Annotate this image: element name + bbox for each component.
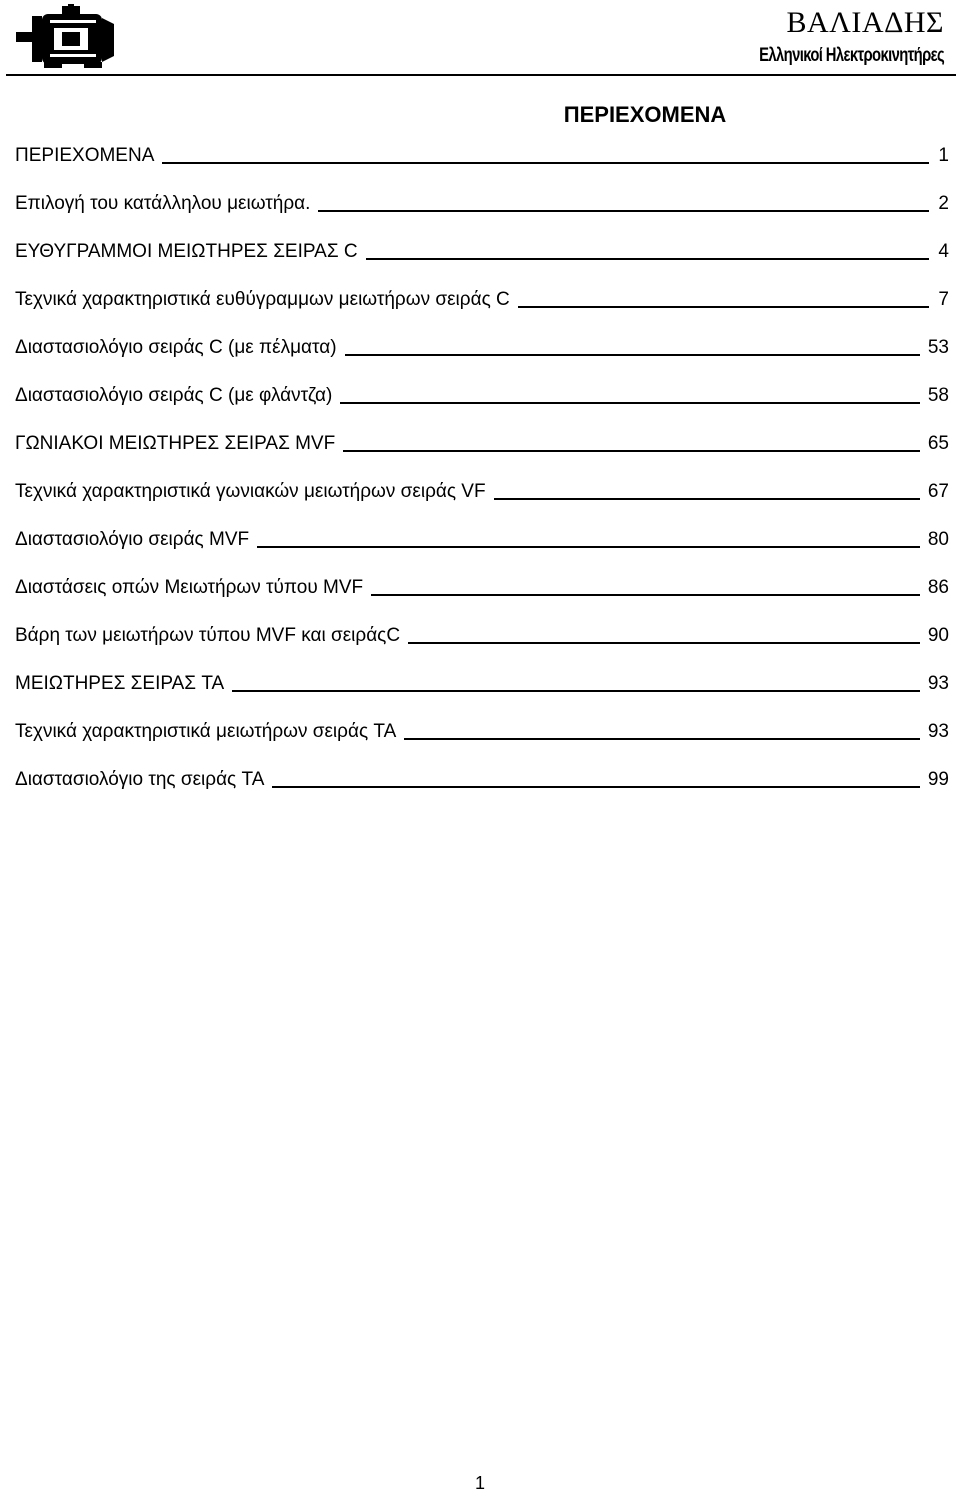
toc-entry-label: Τεχνικά χαρακτηριστικά γωνιακών μειωτήρων σειράς VF <box>15 481 486 502</box>
toc-entry[interactable] <box>15 476 949 524</box>
brand-name: ΒΑΛΙΑΔΗΣ <box>786 6 944 39</box>
toc-entry-label: ΠΕΡΙΕΧΟΜΕΝΑ <box>15 145 155 166</box>
toc-leader-line <box>494 498 920 500</box>
toc-entry-page: 53 <box>927 337 949 358</box>
toc-entry[interactable] <box>15 380 949 428</box>
toc-leader-line <box>272 786 919 788</box>
table-of-contents <box>15 140 949 812</box>
toc-entry-label: Διαστάσεις οπών Μειωτήρων τύπου MVF <box>15 577 364 598</box>
electric-motor-icon <box>14 4 120 70</box>
toc-entry[interactable] <box>15 524 949 572</box>
toc-entry-label: ΜΕΙΩΤΗΡΕΣ ΣΕΙΡΑΣ TA <box>15 673 225 694</box>
toc-entry[interactable] <box>15 572 949 620</box>
toc-entry[interactable] <box>15 188 949 236</box>
toc-entry-label: ΕΥΘΥΓΡΑΜΜΟΙ ΜΕΙΩΤΗΡΕΣ ΣΕΙΡΑΣ C <box>15 241 358 262</box>
page-number: 1 <box>474 1473 485 1493</box>
page-header <box>0 0 960 78</box>
toc-entry[interactable] <box>15 668 949 716</box>
toc-entry-page: 7 <box>938 289 949 310</box>
toc-leader-line <box>408 642 920 644</box>
toc-entry[interactable] <box>15 428 949 476</box>
toc-entry-label: Διαστασιολόγιο της σειράς TA <box>15 769 265 790</box>
toc-leader-line <box>404 738 920 740</box>
toc-entry-label: Διαστασιολόγιο σειράς MVF <box>15 529 250 550</box>
toc-leader-line <box>343 450 920 452</box>
toc-leader-line <box>518 306 929 308</box>
toc-entry-label: Βάρη των μειωτήρων τύπου MVF και σειράςC <box>15 625 401 646</box>
toc-entry-page: 2 <box>938 193 949 214</box>
toc-leader-line <box>318 210 929 212</box>
toc-entry[interactable] <box>15 620 949 668</box>
header-divider <box>6 74 956 76</box>
toc-entry[interactable] <box>15 764 949 812</box>
toc-entry-page: 90 <box>927 625 949 646</box>
toc-leader-line <box>340 402 920 404</box>
toc-leader-line <box>371 594 920 596</box>
toc-entry-page: 1 <box>938 145 949 166</box>
toc-entry[interactable] <box>15 236 949 284</box>
toc-entry-label: Τεχνικά χαρακτηριστικά μειωτήρων σειράς TA <box>15 721 397 742</box>
toc-entry[interactable] <box>15 140 949 188</box>
toc-entry-label: ΓΩΝΙΑΚΟΙ ΜΕΙΩΤΗΡΕΣ ΣΕΙΡΑΣ MVF <box>15 433 336 454</box>
toc-entry-page: 93 <box>927 721 949 742</box>
toc-entry-page: 99 <box>927 769 949 790</box>
toc-entry-label: Διαστασιολόγιο σειράς C (με πέλματα) <box>15 337 337 358</box>
toc-entry-page: 86 <box>927 577 949 598</box>
toc-entry-label: Επιλογή του κατάλληλου μειωτήρα. <box>15 193 311 214</box>
toc-entry-page: 65 <box>927 433 949 454</box>
toc-leader-line <box>345 354 920 356</box>
toc-leader-line <box>257 546 920 548</box>
toc-entry-page: 93 <box>927 673 949 694</box>
brand-tagline: Ελληνικοί Ηλεκτροκινητήρες <box>759 45 944 66</box>
toc-entry-label: Τεχνικά χαρακτηριστικά ευθύγραμμων μειωτήρων σειράς C <box>15 289 510 310</box>
toc-entry-page: 80 <box>927 529 949 550</box>
toc-entry[interactable] <box>15 332 949 380</box>
toc-entry[interactable] <box>15 716 949 764</box>
toc-entry-label: Διαστασιολόγιο σειράς C (με φλάντζα) <box>15 385 333 406</box>
toc-entry-page: 67 <box>927 481 949 502</box>
toc-leader-line <box>162 162 929 164</box>
toc-entry-page: 4 <box>938 241 949 262</box>
toc-title: ΠΕΡΙΕΧΟΜΕΝΑ <box>563 102 727 127</box>
toc-entry-page: 58 <box>927 385 949 406</box>
toc-entry[interactable] <box>15 284 949 332</box>
toc-leader-line <box>232 690 920 692</box>
toc-leader-line <box>366 258 929 260</box>
